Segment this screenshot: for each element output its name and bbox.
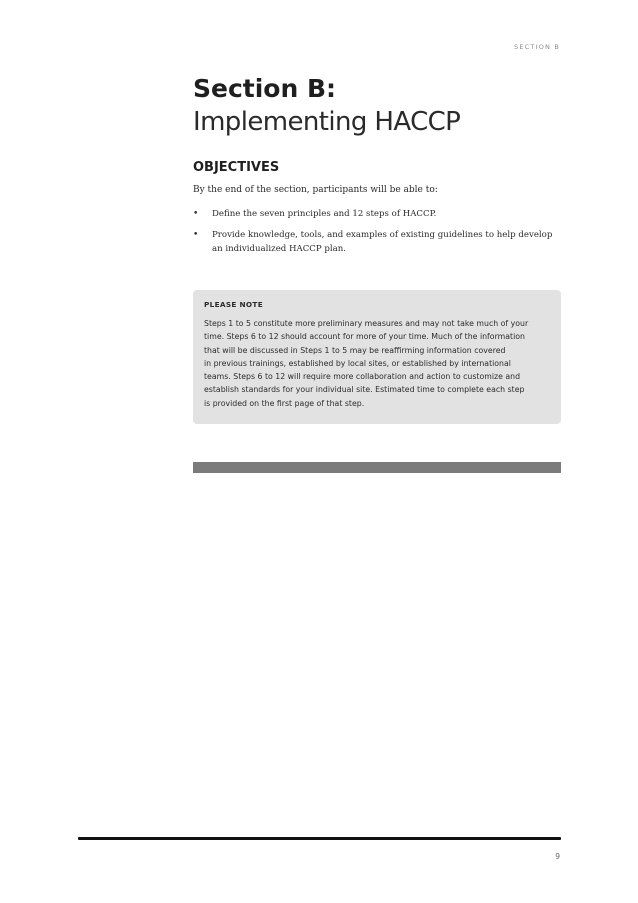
note-text [204,317,549,410]
footer-rule [78,837,561,840]
note-line: establish standards for your individual site. Estimated time to complete each step [204,385,525,395]
note-line: teams. Steps 6 to 12 will require more collaboration and action to customize and [204,372,521,382]
note-line: in previous trainings, established by local sites, or established by international [204,358,511,368]
note-line: time. Steps 6 to 12 should account for more of your time. Much of the information [204,332,525,342]
note-line: is provided on the first page of that step. [204,398,365,408]
objective-item [193,207,563,221]
note-line: Steps 1 to 5 constitute more preliminary measures and may not take much of your [204,319,529,328]
objectives-intro: By the end of the section, participants will be able to: [193,185,438,195]
bullet-icon: • [193,209,199,219]
objectives-heading: OBJECTIVES [193,160,280,175]
section-divider-bar [193,462,561,473]
note-label: PLEASE NOTE [204,300,263,309]
note-line: that will be discussed in Steps 1 to 5 may be reaffirming information covered [204,345,506,355]
running-header: SECTION B [514,43,560,51]
section-subtitle: Implementing HACCP [193,107,461,137]
objectives-list [193,207,563,263]
section-title: Section B: [193,74,337,103]
objective-item [193,228,563,256]
objective-text: Provide knowledge, tools, and examples of existing guidelines to help develop an individualized HACCP plan. [212,230,553,254]
please-note-box [193,290,561,424]
page-number: 9 [555,852,560,861]
objective-text: Define the seven principles and 12 steps of HACCP. [212,209,437,219]
bullet-icon: • [193,230,199,240]
